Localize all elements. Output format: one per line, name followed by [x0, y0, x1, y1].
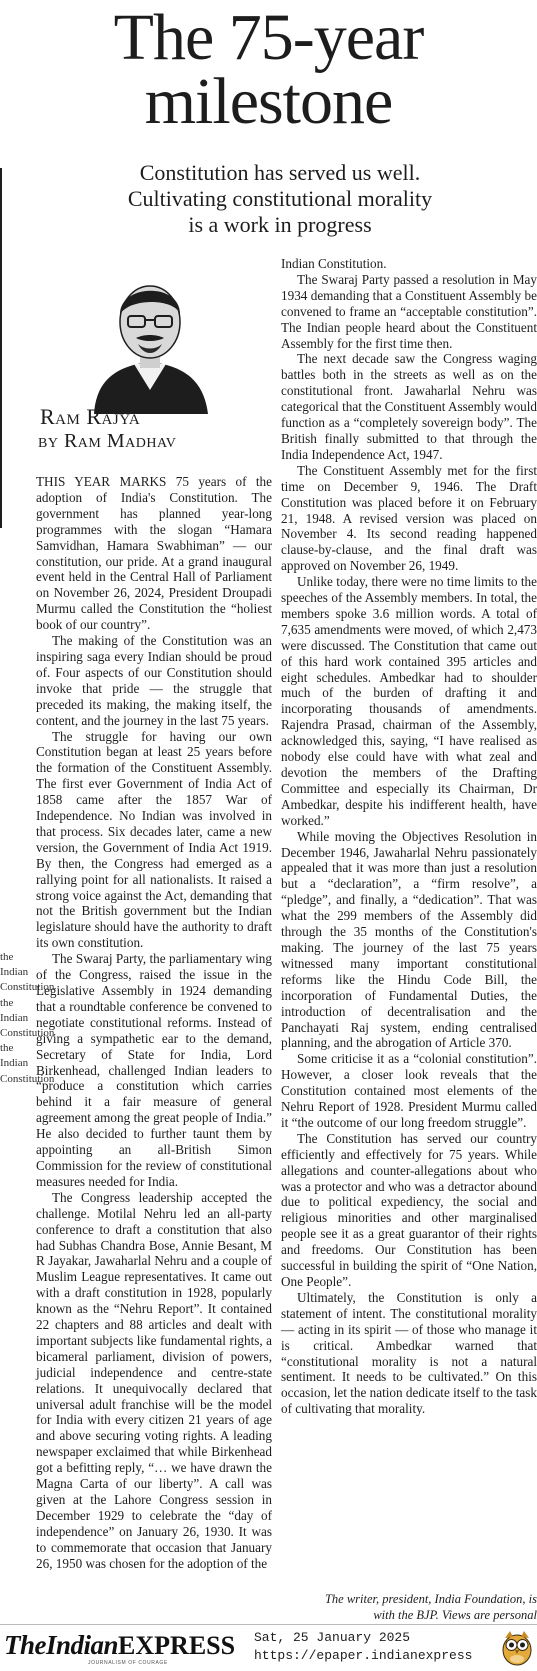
author-byline: by Ram Madhav: [38, 430, 177, 452]
paragraph: Ultimately, the Constitution is only a statement of intent. The constitutional morality — acting in its spirit — of those who manage it is critical. Ambedkar warned that “constitutional morality is not a natural sentiment. It needs to be cultivated.” On this occasion, let the nation dedicate itself to the task of cultivating that morality.: [281, 1289, 537, 1417]
subhead-line-1: Constitution has served us well.: [139, 160, 421, 185]
subhead-line-2: Cultivating constitutional morality: [127, 186, 433, 211]
author-portrait-illustration: [34, 264, 268, 414]
paragraph: The Swaraj Party, the parliamentary wing of the Congress, raised the issue in the Legislative Assembly in 1924 demanding that a roundtable conference be convened to negotiate constitutional reforms. Instead of giving a sympathetic ear to the demand, Secretary of State for India, Lord Birkenhead, challenged Indian leaders to “produce a constitution which carries behind it a fair measure of general agreement among the great people of India.” He also decided to further taunt them by appointing an all-British Simon Commission for the review of constitutional measures needed for India.: [36, 951, 272, 1189]
epaper-url[interactable]: https://epaper.indianexpress: [254, 1648, 473, 1663]
author-note: [281, 1591, 537, 1623]
logo-indian: Indian: [46, 1630, 119, 1660]
edition-date: Sat, 25 January 2025: [254, 1630, 411, 1645]
author-portrait: [34, 264, 268, 414]
paragraph: Indian Constitution.: [281, 256, 387, 271]
headline: [0, 1, 537, 138]
paragraph: The Constitution has served our country efficiently and effectively for 75 years. While allegations and counter-allegations about who was a protector and who was a detractor abound due to political expediency, the social and religious minorities and other marginalised people see it as a great guarantor of their rights and freedoms. Our Constitution has been successful in building the spirit of “One Nation, One People”.: [281, 1130, 537, 1289]
author-note-line-2: with the BJP. Views are personal: [373, 1608, 537, 1622]
paragraph: The Constituent Assembly met for the first time on December 9, 1946. The Draft Constitution was placed before it on February 21, 1948. A revised version was placed on November 4. Its second reading happened clause-by-clause, and the final draft was approved on November 26, 1949.: [281, 462, 537, 574]
subheadline: [80, 160, 480, 238]
epaper-footer: [0, 1624, 537, 1671]
column-name: Ram Rajya: [40, 404, 141, 429]
article-column-right: [281, 256, 537, 1588]
column-rule: [0, 168, 2, 528]
headline-line-2: milestone: [144, 65, 393, 138]
author-note-line-1: The writer, president, India Foundation, is: [324, 1592, 537, 1606]
paragraph: The Swaraj Party passed a resolution in May 1934 demanding that a Constituent Assembly be convened to frame an “acceptable constitution”. The Indian people heard about the Constituent Assembly for the first time then.: [281, 271, 537, 351]
paragraph: Unlike today, there were no time limits to the speeches of the Assembly members. In total, the members spoke 3.6 million words. A total of 7,635 amendments were moved, of which 2,473 were discussed. The Constitution that came out of this hard work contained 395 articles and eight schedules. Ambedkar had to shoulder much of the burden of drafting it and incorporating thousands of amendments. Rajendra Prasad, chairman of the Assembly, acknowledged this, saying, “I have realised as nobody else could have with what zeal and devotion the members of the Drafting Committee and especially its Chairman, Dr Ambedkar, despite his indifferent health, have worked.”: [281, 574, 537, 828]
paragraph: THIS YEAR MARKS 75 years of the adoption of India's Constitution. The government has planned year-long programmes with the slogan “Hamara Samvidhan, Hamara Swabhiman” — our constitution, our pride. At a grand inaugural event held in the Central Hall of Parliament on November 26, 2024, President Droupadi Murmu called the Constitution the “holiest book of our country”.: [36, 474, 272, 633]
paragraph: The next decade saw the Congress waging battles both in the streets as well as on the constitutional front. Jawaharlal Nehru was categorical that the Constituent Assembly would function as a “completely sovereign body”. The British finally submitted to that through the India Independence Act, 1947.: [281, 351, 537, 462]
headline-line-1: The 75-year: [113, 1, 424, 74]
article-column-left: [36, 474, 272, 1622]
owl-icon: [500, 1628, 534, 1666]
logo-tagline: JOURNALISM OF COURAGE: [88, 1660, 168, 1666]
footer-divider: [0, 1624, 537, 1625]
paragraph: The struggle for having our own Constitution began at least 25 years before the formation of the Constituent Assembly. The first ever Government of India Act of 1858 came after the 1857 War of Independence. No Indian was involved in that process. Six decades later, came a new version, the Government of India Act 1919. By then, the Congress had emerged as a rallying point for all nationalists. It raised a strong voice against the Act, demanding that not the British government but the Indian legislature should have the authority to draft its own constitution.: [36, 728, 272, 951]
adjacent-article-clipped-text: the Indian Constitution the Indian Constitution the Indian Constitution: [0, 951, 55, 1085]
subhead-line-3: is a work in progress: [188, 212, 372, 237]
paragraph: The making of the Constitution was an inspiring saga every Indian should be proud of. Four aspects of our Constitution should invoke that pride — the struggle that preceded its making, the making itself, the content, and the journey in the last 75 years.: [36, 633, 272, 728]
logo-express: EXPRESS: [118, 1631, 236, 1660]
logo-the: The: [4, 1630, 46, 1660]
paragraph: Some criticise it as a “colonial constitution”. However, a closer look reveals that the Constitution contained most elements of the Nehru Report of 1928. President Murmu called it “the outcome of our long freedom struggle”.: [281, 1051, 537, 1130]
paragraph: While moving the Objectives Resolution in December 1946, Jawaharlal Nehru passionately appealed that it was more than just a resolution but a “declaration”, a “firm resolve”, a “pledge”, and finally, a “dedication”. That was what the 299 members of the Assembly did through the 35 months of the Constitution's making. The journey of the last 75 years witnessed many important constitutional reforms like the Hindu Code Bill, the incorporation of Fundamental Duties, the introduction of decentralisation and the Panchayati Raj system, ending centralised planning, and the abrogation of Article 370.: [281, 828, 537, 1051]
paragraph: The Congress leadership accepted the challenge. Motilal Nehru led an all-party conference to draft a constitution that also had Subhas Chandra Bose, Annie Besant, M R Jayakar, Jawaharlal Nehru and a couple of Muslim League representatives. It came out with a draft constitution in 1928, popularly known as the “Nehru Report”. It contained 22 chapters and 88 articles and dealt with important subjects like fundamental rights, a bicameral parliament, division of powers, judicial independence and centre-state relations. It unequivocally declared that universal adult franchise will be the model for India with every citizen 21 years of age and above securing voting rights. A leading newspaper exclaimed that while Birkenhead got a befitting reply, “… we have drawn the Magna Carta of our liberty”. A call was given at the Lahore Congress session in December 1929 to celebrate the “day of independence” on January 26, 1930. It was to commemorate that occasion that January 26, 1950 was chosen for the adoption of the: [36, 1189, 272, 1571]
publication-logo[interactable]: [4, 1630, 235, 1661]
